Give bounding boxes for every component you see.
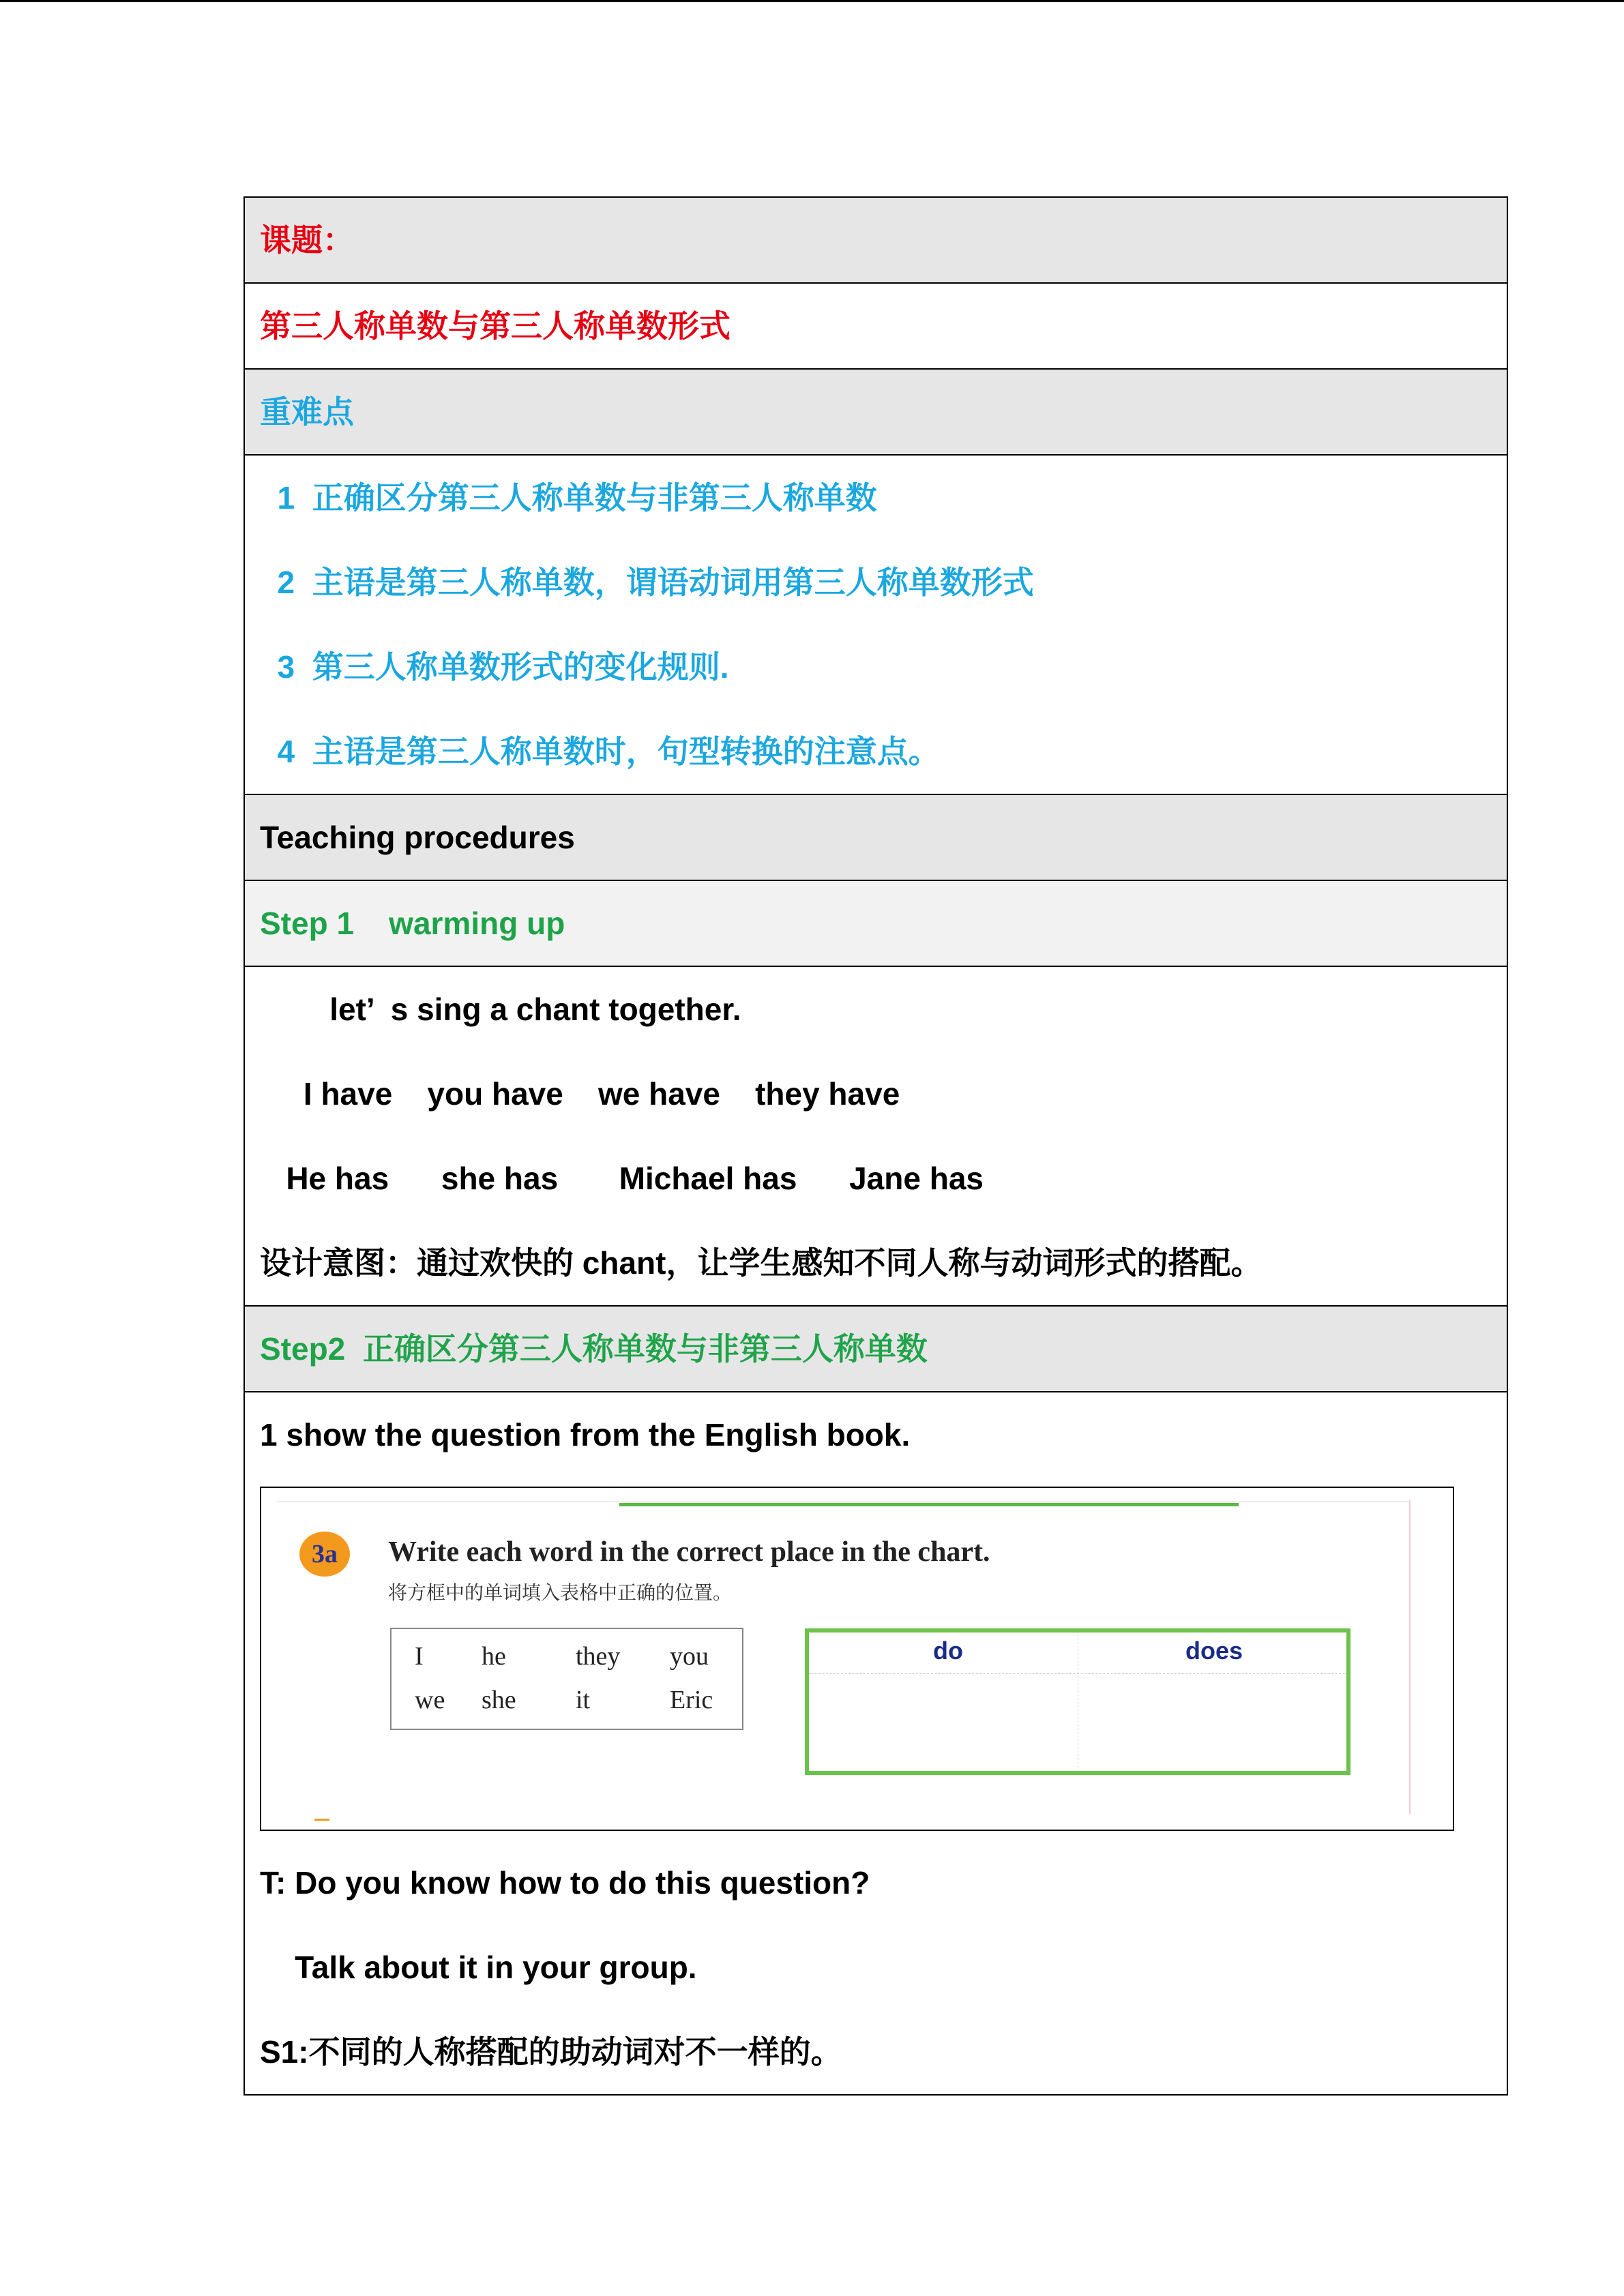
chart-header-do: do — [933, 1637, 963, 1665]
word-item: we — [415, 1686, 445, 1714]
chart-header-does: does — [1185, 1637, 1243, 1665]
word-box — [390, 1628, 743, 1730]
design-intent: 设计意图：通过欢快的 chant，让学生感知不同人称与动词形式的搭配。 — [260, 1245, 1263, 1281]
word-item: she — [482, 1686, 516, 1714]
procedures-label: Teaching procedures — [260, 820, 575, 855]
topic-label-row — [245, 198, 1507, 284]
topic-title-row — [245, 284, 1507, 370]
student-answer: S1:不同的人称搭配的助动词对不一样的。 — [260, 2034, 842, 2070]
key-points-list — [245, 456, 1507, 795]
step1-title: Step 1 warming up — [260, 906, 565, 941]
step2-intro: 1 show the question from the English book. — [260, 1417, 911, 1452]
step1-content — [245, 967, 1507, 1307]
do-does-chart — [805, 1628, 1350, 1775]
teacher-question: T: Do you know how to do this question? — [260, 1865, 870, 1900]
figure-green-bar — [619, 1503, 1239, 1506]
word-item: I — [415, 1642, 424, 1671]
word-item: Eric — [670, 1686, 713, 1714]
lesson-plan-table — [243, 196, 1508, 2096]
step2-title: Step2 正确区分第三人称单数与非第三人称单数 — [260, 1331, 928, 1367]
teacher-instruction: Talk about it in your group. — [260, 1950, 697, 1985]
key-points-label: 重难点 — [260, 394, 354, 430]
topic-label: 课题： — [260, 222, 354, 258]
key-point-item: 1 正确区分第三人称单数与非第三人称单数 — [260, 480, 877, 516]
step2-title-row — [245, 1307, 1507, 1392]
textbook-exercise-image — [260, 1487, 1454, 1831]
procedures-label-row — [245, 795, 1507, 881]
step1-title-row — [245, 881, 1507, 967]
key-points-label-row — [245, 370, 1507, 456]
chant-line-has: He has she has Michael has Jane has — [260, 1161, 984, 1196]
key-point-item: 2 主语是第三人称单数，谓语动词用第三人称单数形式 — [260, 565, 1034, 600]
word-item: it — [576, 1686, 591, 1714]
chant-intro: let’ s sing a chant together. — [260, 992, 741, 1027]
word-item: you — [670, 1642, 709, 1671]
word-item: he — [482, 1642, 506, 1671]
exercise-badge: 3a — [299, 1532, 350, 1577]
exercise-title: Write each word in the correct place in the chart. — [388, 1536, 990, 1568]
chant-line-have: I have you have we have they have — [260, 1076, 900, 1112]
step2-content — [245, 1392, 1507, 2094]
key-point-item: 4 主语是第三人称单数时，句型转换的注意点。 — [260, 734, 940, 769]
key-point-item: 3 第三人称单数形式的变化规则. — [260, 649, 729, 685]
topic-title: 第三人称单数与第三人称单数形式 — [260, 308, 730, 344]
figure-orange-mark — [314, 1819, 329, 1821]
exercise-subtitle: 将方框中的单词填入表格中正确的位置。 — [388, 1581, 733, 1604]
page-top-rule — [0, 0, 1624, 2]
figure-page-margin — [1409, 1500, 1411, 1814]
word-item: they — [576, 1642, 621, 1671]
